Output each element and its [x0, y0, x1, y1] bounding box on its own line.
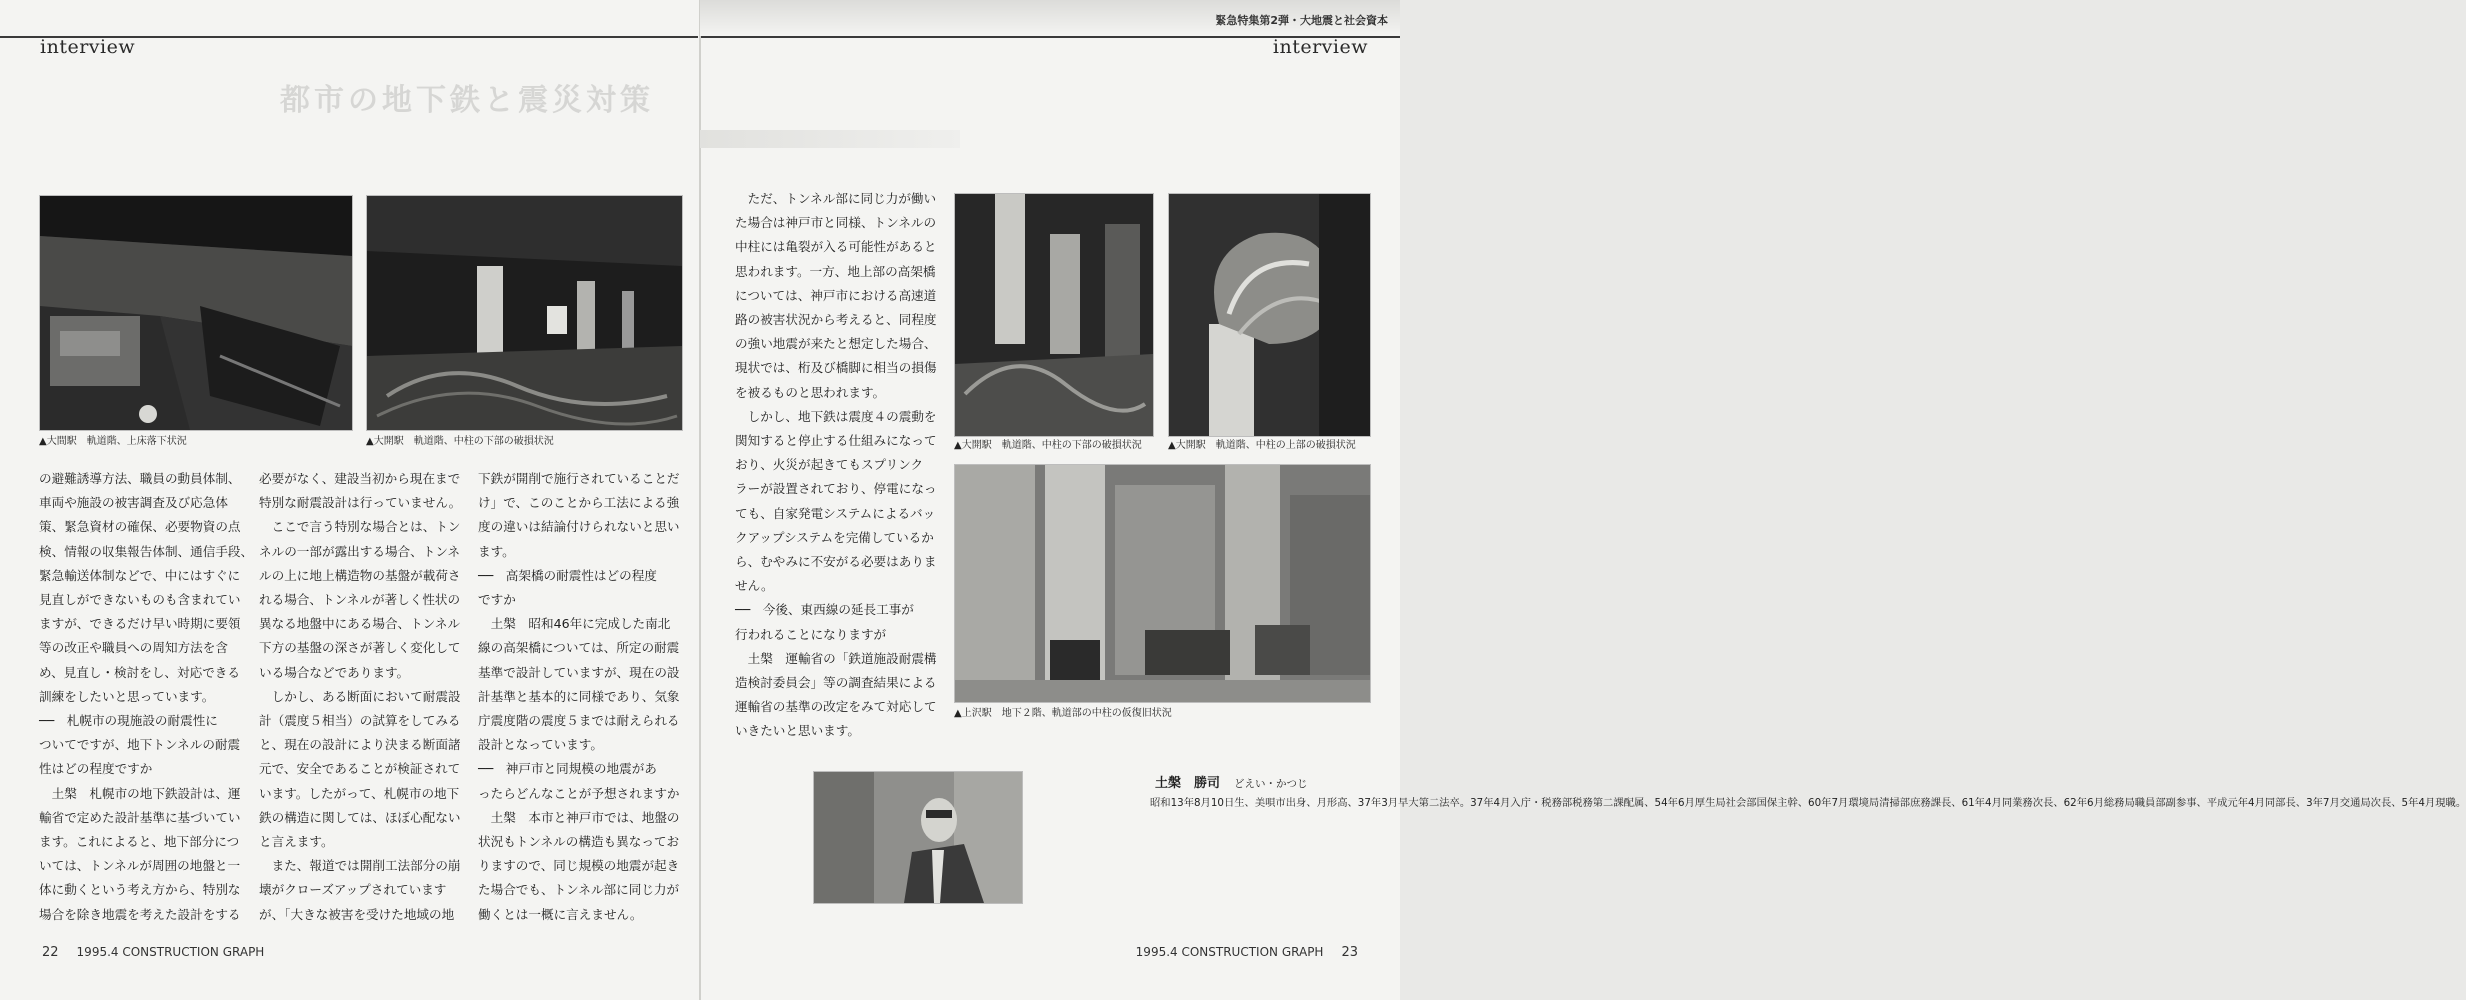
text-line: 年7月環境局清掃部庶務課長、61年4月同業務次 — [1821, 797, 2044, 809]
text-line: 検、情報の収集報告体制、通信手段、 — [39, 543, 254, 559]
text-line: 思われます。一方、地上部の高架橋 — [735, 263, 936, 279]
text-line: 行われることになりますが — [735, 626, 887, 642]
text-column-2 — [259, 467, 461, 927]
text-line: ったらどんなことが予想されますか — [478, 785, 680, 801]
caption-photo-1: ▲大間駅 軌道階、上床落下状況 — [39, 436, 187, 447]
text-line: 計基準と基本的に同様であり、気象 — [478, 688, 680, 704]
text-line: しかし、地下鉄は震度４の震動を — [735, 408, 937, 424]
text-line: いては、トンネルが周囲の地盤と一 — [39, 858, 241, 874]
photo-daikai-column-lower — [954, 193, 1154, 437]
text-line: 下鉄が開削で施行されていることだ — [478, 471, 680, 486]
text-line: め、見直し・検討をし、対応できる — [39, 664, 240, 680]
text-line: おり、火災が起きてもスプリンク — [735, 457, 924, 473]
page-number-right: 23 — [1341, 945, 1358, 960]
text-line: 同部長、3年7月交通局次長、5年4月現職。 — [2264, 797, 2466, 809]
text-line: ら、むやみに不安がる必要はありま — [735, 554, 937, 570]
text-line: 造検討委員会」等の調査結果による — [735, 675, 937, 691]
text-line: 年3月早大第二法卒。37年4月入庁・税務部税務 — [1370, 797, 1593, 809]
photo-portrait — [813, 771, 1023, 904]
footer-right — [1136, 945, 1358, 960]
gutter — [699, 0, 701, 1000]
text-line: 土槃 運輸省の「鉄道施設耐震構 — [735, 650, 937, 666]
faded-title: 都市の地下鉄と震災対策 — [280, 83, 654, 118]
bio-name-text: 土槃 勝司 — [1155, 776, 1221, 791]
text-line: については、神戸市における高速道 — [735, 287, 937, 303]
text-line: 策、緊急資材の確保、必要物資の点 — [39, 519, 241, 535]
interview-label-left: interview — [40, 36, 136, 58]
photo-daikai-column-upper — [1168, 193, 1371, 437]
caption-photo-2: ▲大開駅 軌道階、中柱の下部の破損状況 — [366, 436, 554, 447]
text-line: 性はどの程度ですか — [39, 761, 153, 777]
faded-subtitle — [700, 130, 960, 148]
text-line: 土槃 昭和46年に完成した南北 — [478, 616, 671, 632]
text-line: 運輸省の基準の改定をみて対応して — [735, 699, 937, 715]
photo-odori-column-lower — [366, 195, 683, 431]
text-line: の避難誘導方法、職員の動員体制、 — [39, 471, 241, 486]
footer-left — [42, 945, 264, 960]
text-line: の強い地震が来たと想定した場合、 — [735, 336, 937, 352]
text-line: ただ、トンネル部に同じ力が働い — [735, 191, 937, 206]
text-line: ── 神戸市と同規模の地震があ — [478, 761, 657, 777]
text-line: た場合は神戸市と同様、トンネルの — [735, 215, 937, 231]
text-line: 第二課配属、54年6月厚生局社会部国保主幹、60 — [1592, 797, 1822, 809]
text-line: 輸省で定めた設計基準に基づいてい — [39, 809, 241, 825]
text-line: 基準で設計していますが、現在の設 — [478, 664, 680, 680]
text-line: が、「大きな被害を受けた地域の地 — [259, 906, 455, 922]
bio-name — [1155, 772, 1308, 791]
text-line: ── 高架橋の耐震性はどの程度 — [478, 567, 657, 583]
text-column-3 — [478, 467, 680, 927]
text-line: 度の違いは結論付けられないと思い — [478, 519, 680, 535]
text-line: ついてですが、地下トンネルの耐震 — [39, 737, 241, 753]
text-line: と言えます。 — [259, 834, 334, 850]
text-line: 働くとは一概に言えません。 — [478, 906, 643, 922]
text-line: 中柱には亀裂が入る可能性があると — [735, 239, 937, 255]
text-line: 元で、安全であることが検証されて — [259, 761, 461, 777]
text-line: また、報道では開削工法部分の崩 — [259, 858, 461, 874]
text-line: ラーが設置されており、停電になっ — [735, 481, 937, 497]
interview-label-right: interview — [1272, 36, 1368, 58]
text-line: 必要がなく、建設当初から現在まで — [259, 471, 461, 486]
text-line: 異なる地盤中にある場合、トンネル — [259, 616, 461, 632]
text-line: ます。これによると、地下部分につ — [39, 834, 240, 850]
text-line: 状況もトンネルの構造も異なってお — [478, 834, 680, 850]
text-line: 長、62年6月総務局職員部副参事、平成元年4月 — [2043, 797, 2265, 809]
text-line: 土槃 札幌市の地下鉄設計は、運 — [39, 785, 241, 801]
text-line: ここで言う特別な場合とは、トン — [259, 519, 461, 535]
caption-photo-3: ▲大開駅 軌道階、中柱の下部の破損状況 — [954, 440, 1142, 451]
text-line: 緊急輸送体制などで、中にはすぐに — [39, 567, 241, 583]
text-line: た場合でも、トンネル部に同じ力が — [478, 882, 680, 898]
photo-odori-upper-floor — [39, 195, 353, 431]
text-line: ルの上に地上構造物の基盤が載荷さ — [259, 567, 461, 583]
footer-left-text: 1995.4 CONSTRUCTION GRAPH — [76, 945, 265, 959]
footer-right-text: 1995.4 CONSTRUCTION GRAPH — [1135, 945, 1324, 959]
text-line: 計（震度５相当）の試算をしてみる — [259, 713, 461, 729]
text-line: ── 札幌市の現施設の耐震性に — [39, 713, 218, 729]
text-line: 線の高架橋については、所定の耐震 — [478, 640, 680, 656]
text-line: せん。 — [735, 578, 774, 594]
page-number-left: 22 — [42, 945, 59, 960]
text-line: りますので、同じ規模の地震が起き — [478, 858, 680, 874]
text-line: 壊がクローズアップされています — [259, 882, 447, 898]
text-line: ても、自家発電システムによるバッ — [735, 505, 936, 521]
text-line: れる場合、トンネルが著しく性状の — [259, 592, 461, 608]
text-line: 下方の基盤の深さが著しく変化して — [259, 640, 461, 656]
text-line: ネルの一部が露出する場合、トンネ — [259, 543, 461, 559]
text-line: 体に動くという考え方から、特別な — [39, 882, 241, 898]
text-line: 昭和13年8月10日生、美唄市出身、月形高、37 — [1150, 797, 1371, 809]
text-line: 現状では、桁及び橋脚に相当の損傷 — [735, 360, 937, 376]
text-line: 鉄の構造に関しては、ほぼ心配ない — [259, 809, 461, 825]
caption-photo-4: ▲大開駅 軌道階、中柱の上部の破損状況 — [1168, 440, 1356, 451]
text-line: を被るものと思われます。 — [735, 384, 886, 400]
text-line: と、現在の設計により決まる断面諸 — [259, 737, 461, 753]
text-line: ── 今後、東西線の延長工事が — [735, 602, 914, 618]
text-line: 特別な耐震設計は行っていません。 — [259, 495, 462, 511]
text-line: しかし、ある断面において耐震設 — [259, 688, 461, 704]
text-column-4 — [735, 187, 937, 744]
bio-text — [1150, 795, 2466, 813]
text-line: 路の被害状況から考えると、同程度 — [735, 312, 937, 328]
text-line: 訓練をしたいと思っています。 — [39, 688, 215, 704]
text-line: 車両や施設の被害調査及び応急体 — [39, 495, 228, 511]
text-line: け」で、このことから工法による強 — [478, 495, 680, 511]
text-line: 設計となっています。 — [478, 737, 603, 753]
text-line: 関知すると停止する仕組みになって — [735, 433, 937, 449]
caption-photo-5: ▲上沢駅 地下２階、軌道部の中柱の仮復旧状況 — [954, 708, 1172, 719]
bio-reading: どえい・かつじ — [1234, 778, 1308, 790]
text-line: いきたいと思います。 — [735, 723, 860, 739]
text-line: 見直しができないものも含まれてい — [39, 592, 241, 608]
text-column-1 — [39, 467, 253, 927]
text-line: クアップシステムを完備しているか — [735, 529, 934, 545]
text-line: ですか — [478, 592, 516, 608]
text-line: ますが、できるだけ早い時期に要領 — [39, 616, 241, 632]
text-line: いる場合などであります。 — [259, 664, 410, 680]
text-line: 土槃 本市と神戸市では、地盤の — [478, 809, 680, 825]
photo-kamisawa-repair — [954, 464, 1371, 703]
series-title: 緊急特集第2弾・大地震と社会資本 — [1215, 14, 1388, 27]
text-line: 庁震度階の震度５までは耐えられる — [478, 713, 680, 729]
text-line: 場合を除き地震を考えた設計をする — [39, 906, 241, 922]
text-line: います。したがって、札幌市の地下 — [259, 785, 460, 801]
text-line: 等の改正や職員への周知方法を含 — [39, 640, 228, 656]
text-line: ます。 — [478, 543, 515, 559]
